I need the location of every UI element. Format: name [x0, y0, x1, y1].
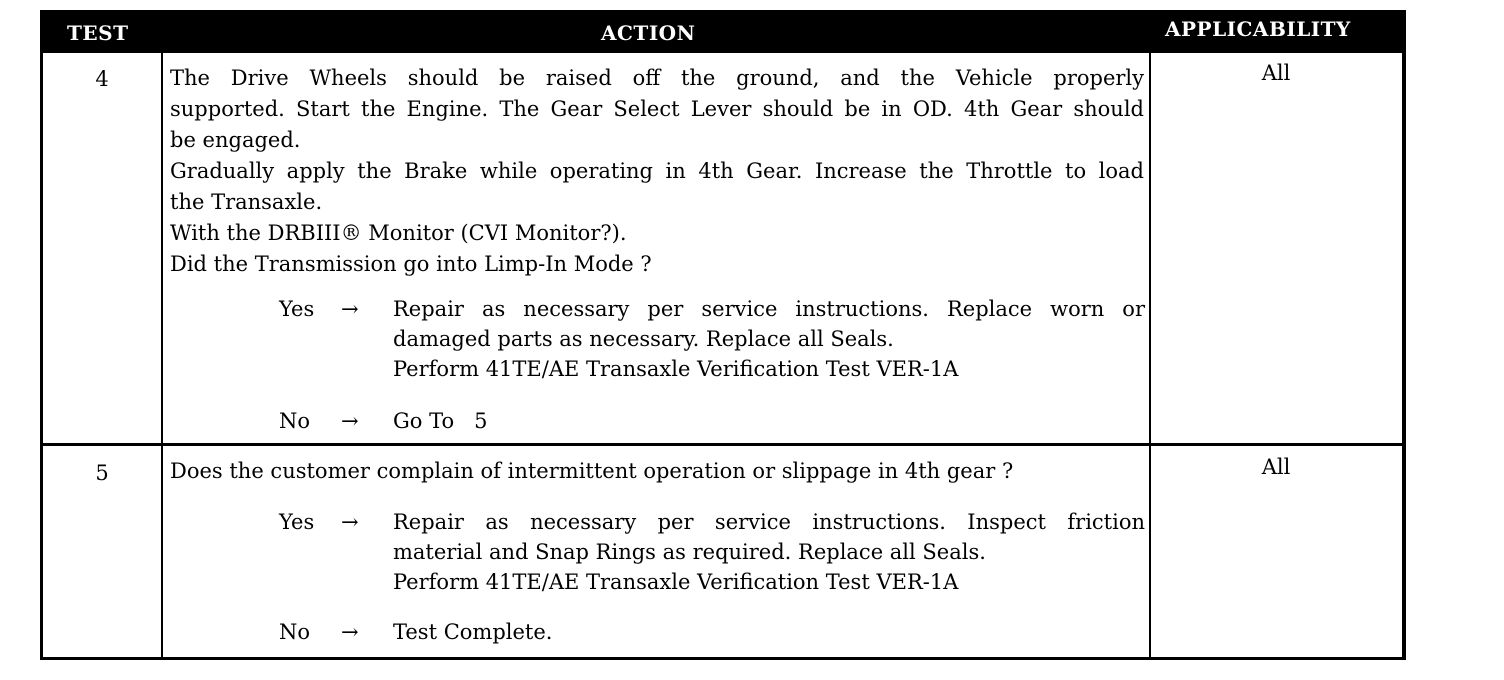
response-line: Repair as necessary per service instructions. Inspect friction: [393, 510, 1145, 534]
column-divider-test: [161, 11, 163, 657]
header-action: ACTION: [601, 21, 696, 45]
yes-label: Yes: [279, 297, 315, 321]
row-divider: [43, 443, 1402, 446]
test-number: 4: [95, 67, 109, 91]
response-line: damaged parts as necessary. Replace all Seals.: [393, 327, 894, 351]
arrow-right-icon: →: [341, 510, 359, 534]
action-line: Does the customer complain of intermittent operation or slippage in 4th gear ?: [170, 459, 1014, 483]
arrow-right-icon: →: [341, 409, 359, 433]
action-line: supported. Start the Engine. The Gear Select Lever should be in OD. 4th Gear should: [170, 97, 1144, 121]
response-line: Test Complete.: [393, 620, 553, 644]
action-line: With the DRBIII® Monitor (CVI Monitor?).: [170, 221, 627, 245]
table-header: [43, 11, 1402, 53]
no-response: [279, 617, 1145, 647]
header-applicability: APPLICABILITY: [1165, 17, 1351, 41]
action-text: [170, 456, 1144, 487]
header-test: TEST: [67, 21, 129, 45]
action-line: the Transaxle.: [170, 190, 323, 214]
response-line: Perform 41TE/AE Transaxle Verification Test VER-1A: [393, 357, 959, 381]
action-line: Gradually apply the Brake while operating in 4th Gear. Increase the Throttle to load: [170, 159, 1144, 183]
test-number: 5: [95, 461, 109, 485]
diagnostic-table: [40, 10, 1406, 660]
yes-response: [279, 294, 1145, 384]
yes-response: [279, 507, 1145, 597]
no-response: [279, 406, 1145, 436]
response-line: Repair as necessary per service instructions. Replace worn or: [393, 297, 1145, 321]
yes-label: Yes: [279, 510, 315, 534]
no-label: No: [279, 409, 311, 433]
action-line: The Drive Wheels should be raised off the ground, and the Vehicle properly: [170, 66, 1144, 90]
column-divider-applicability: [1149, 11, 1151, 657]
response-line: Perform 41TE/AE Transaxle Verification Test VER-1A: [393, 570, 959, 594]
response-line: Go To 5: [393, 409, 488, 433]
response-line: material and Snap Rings as required. Replace all Seals.: [393, 540, 986, 564]
arrow-right-icon: →: [341, 620, 359, 644]
applicability-value: All: [1261, 455, 1291, 479]
action-line: Did the Transmission go into Limp-In Mode ?: [170, 252, 652, 276]
action-line: be engaged.: [170, 128, 301, 152]
applicability-value: All: [1261, 61, 1291, 85]
arrow-right-icon: →: [341, 297, 359, 321]
action-text: [170, 63, 1144, 280]
no-label: No: [279, 620, 311, 644]
